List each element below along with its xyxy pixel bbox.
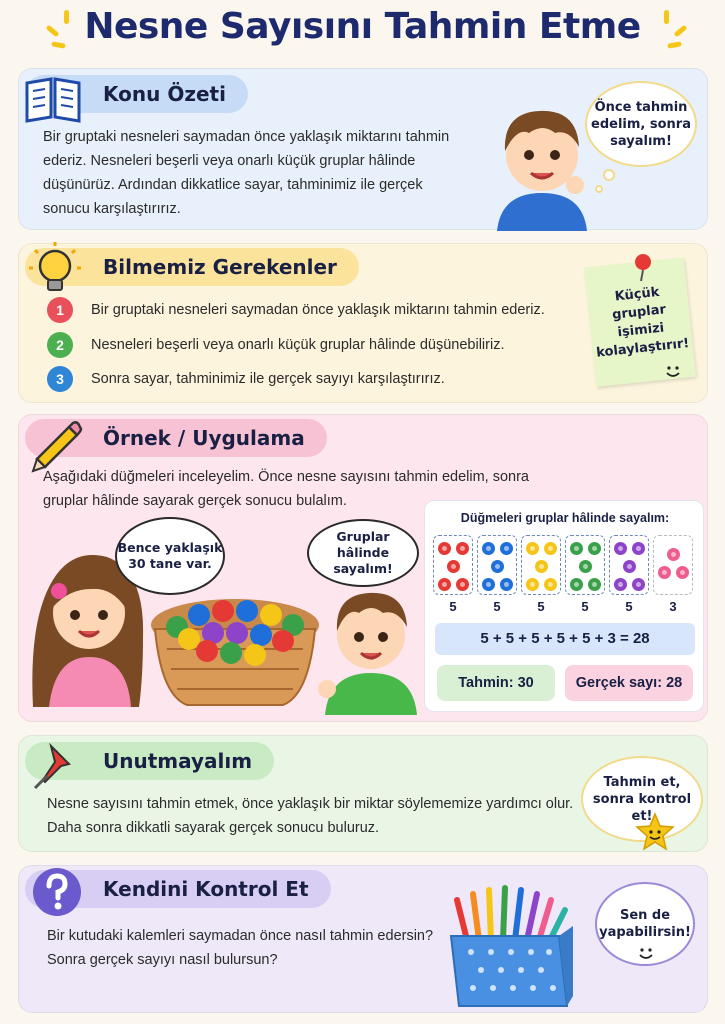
counting-panel — [424, 500, 704, 712]
button-dot — [623, 560, 636, 573]
section-heading: Örnek / Uygulama — [25, 419, 327, 457]
group-count-label: 5 — [449, 599, 457, 614]
panel-title: Düğmeleri gruplar hâlinde sayalım: — [460, 511, 670, 525]
group-count-label: 5 — [537, 599, 545, 614]
button-dot — [500, 578, 513, 591]
button-dot — [632, 542, 645, 555]
button-dot — [570, 542, 583, 555]
sparkle-icon — [46, 10, 86, 50]
button-dot — [614, 542, 627, 555]
actual-count-box: Gerçek sayı: 28 — [565, 665, 693, 701]
boy-pointing-illustration — [313, 565, 429, 715]
button-dot — [438, 542, 451, 555]
list-item — [47, 332, 504, 358]
button-dot — [579, 560, 592, 573]
equation: 5 + 5 + 5 + 5 + 5 + 3 = 28 — [435, 623, 695, 655]
button-group — [653, 535, 693, 595]
section-text: Bir gruptaki nesneleri saymadan önce yaklaşık miktarını tahmin ederiz. Nesneleri beşerli veya onarlı küçük gruplar hâlinde düşünürüz. Ardından dikkatlice sayar, tahminimiz ile gerçek sonucu karşılaştırırız. — [43, 129, 450, 217]
section-heading: Unutmayalım — [25, 742, 274, 780]
button-dot — [447, 560, 460, 573]
list-item-text: Bir gruptaki nesneleri saymadan önce yaklaşık miktarını tahmin ederiz. — [91, 302, 545, 318]
button-dot — [482, 542, 495, 555]
button-dot — [658, 566, 671, 579]
button-dot — [570, 578, 583, 591]
boy-speech-bubble: Gruplar hâlinde sayalım! — [307, 519, 419, 587]
basket-of-buttons-illustration — [147, 585, 323, 715]
question-icon — [25, 860, 89, 924]
button-group — [565, 535, 605, 595]
girl-speech-bubble: Bence yaklaşık 30 tane var. — [115, 517, 225, 595]
encouragement-bubble: Sen de yapabilirsin! — [595, 882, 695, 966]
button-dot — [500, 542, 513, 555]
number-badge: 1 — [47, 297, 73, 323]
pushpin-icon — [25, 732, 89, 796]
lightbulb-icon — [23, 238, 87, 302]
star-icon — [635, 812, 675, 852]
estimate-box: Tahmin: 30 — [437, 665, 555, 701]
section-text: Nesne sayısını tahmin etmek, önce yaklaşık bir miktar söylememize yardımcı olur. Daha sonra dikkatli sayarak gerçek sonucu buluruz. — [47, 796, 574, 836]
group-count-label: 5 — [581, 599, 589, 614]
button-group — [433, 535, 473, 595]
button-dot — [632, 578, 645, 591]
thought-dot — [603, 169, 615, 181]
button-dot — [667, 548, 680, 561]
sticky-note-text: Küçük gruplar işimizi kolaylaştırır! — [595, 284, 691, 361]
button-group — [521, 535, 561, 595]
number-badge: 3 — [47, 366, 73, 392]
section-kendini-kontrol-et — [18, 865, 708, 1013]
button-dot — [491, 560, 504, 573]
button-dot — [438, 578, 451, 591]
button-dot — [526, 578, 539, 591]
list-item — [47, 366, 445, 392]
smiley-icon — [662, 360, 684, 382]
button-dot — [544, 578, 557, 591]
button-dot — [535, 560, 548, 573]
group-count-label: 5 — [625, 599, 633, 614]
button-dot — [614, 578, 627, 591]
thought-dot — [595, 185, 603, 193]
button-dot — [544, 542, 557, 555]
section-text: Bir kutudaki kalemleri saymadan önce nasıl tahmin edersin? Sonra gerçek sayıyı nasıl bulursun? — [47, 928, 434, 968]
pushpin-icon — [630, 252, 656, 282]
section-heading: Konu Özeti — [25, 75, 248, 113]
pencil-icon — [23, 409, 87, 473]
button-dot — [456, 578, 469, 591]
list-item-text: Nesneleri beşerli veya onarlı küçük gruplar hâlinde düşünebiliriz. — [91, 337, 505, 353]
button-group — [477, 535, 517, 595]
section-konu-ozeti — [18, 68, 708, 230]
list-item-text: Sonra sayar, tahminimiz ile gerçek sayıyı karşılaştırırız. — [91, 371, 445, 387]
button-group — [609, 535, 649, 595]
section-unutmayalim — [18, 735, 708, 852]
section-heading: Kendini Kontrol Et — [25, 870, 331, 908]
smiley-icon — [635, 942, 657, 964]
list-item — [47, 297, 545, 323]
button-dot — [456, 542, 469, 555]
group-count-label: 3 — [669, 599, 677, 614]
sparkle-icon — [648, 10, 688, 50]
section-text: Aşağıdaki düğmeleri inceleyelim. Önce nesne sayısını tahmin edelim, sonra gruplar hâlinde sayarak gerçek sonucu bulalım. — [43, 469, 529, 509]
number-badge: 2 — [47, 332, 73, 358]
thought-bubble: Önce tahmin edelim, sonra sayalım! — [585, 81, 697, 167]
section-heading: Bilmemiz Gerekenler — [25, 248, 359, 286]
button-dot — [588, 542, 601, 555]
book-icon — [21, 65, 85, 129]
button-dot — [526, 542, 539, 555]
button-dot — [482, 578, 495, 591]
button-dot — [676, 566, 689, 579]
page-title: Nesne Sayısını Tahmin Etme — [84, 6, 641, 47]
reminder-bubble: Tahmin et, sonra kontrol et! — [581, 756, 703, 842]
button-dot — [588, 578, 601, 591]
group-count-label: 5 — [493, 599, 501, 614]
pencil-box-illustration — [439, 880, 579, 1010]
